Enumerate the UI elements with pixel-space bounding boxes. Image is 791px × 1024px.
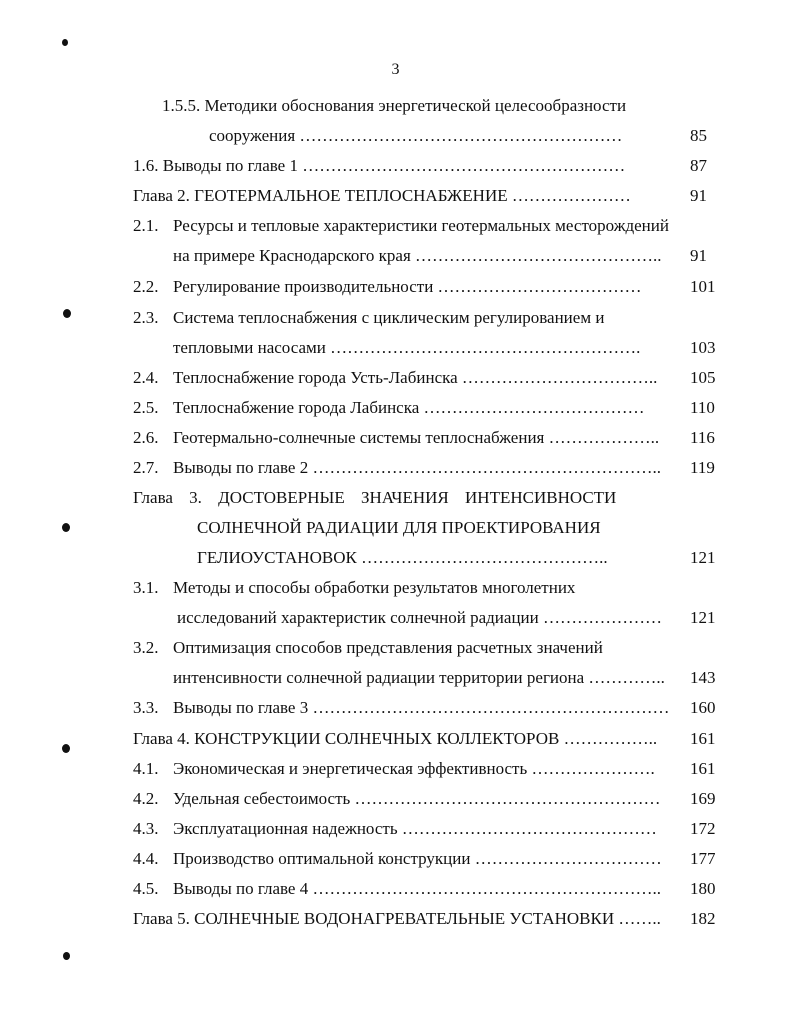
scan-speck [62,523,70,532]
scan-speck [62,39,68,46]
scan-speck [63,952,70,960]
scan-speck [62,744,70,753]
scan-speck [63,309,71,318]
page-number: 3 [391,61,400,78]
